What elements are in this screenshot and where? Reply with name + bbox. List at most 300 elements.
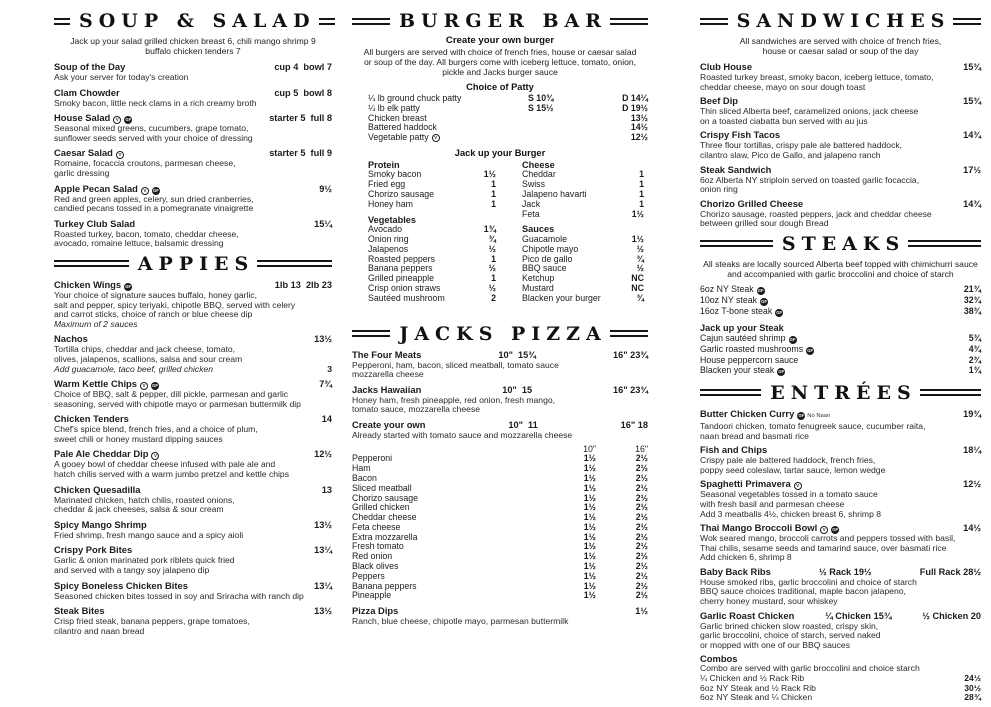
menu-item-price: starter 5 full 9 bbox=[269, 148, 332, 159]
topping-label: Feta cheese bbox=[352, 521, 401, 532]
addon-price: 1 bbox=[491, 253, 496, 264]
row-price: 1¾ bbox=[968, 364, 981, 375]
menu-item-desc-line: cheddar & jack cheeses, salsa & sour cream bbox=[54, 504, 224, 515]
menu-item-name: Spaghetti Primavera bbox=[700, 478, 791, 490]
row-price: 21¾ bbox=[963, 283, 981, 294]
topping-price-16: 2½ bbox=[635, 561, 648, 572]
price-row bbox=[700, 344, 981, 355]
menu-item-desc-line: or mopped with one of our BBQ sauces bbox=[700, 639, 850, 650]
menu-item-price: 16" 18 bbox=[620, 419, 648, 430]
gluten-free-icon: GF bbox=[761, 298, 767, 304]
menu-column-2 bbox=[700, 10, 981, 707]
menu-item-desc-line: Wok seared mango, broccoli carrots and peppers tossed with basil, bbox=[700, 533, 956, 544]
header-rule-left bbox=[700, 389, 761, 396]
row-price: 32¾ bbox=[963, 294, 981, 305]
menu-item bbox=[54, 87, 332, 109]
addon-label: BBQ sauce bbox=[522, 263, 567, 274]
menu-item-desc-line: avocado, romaine lettuce, balsamic dressing bbox=[54, 238, 224, 249]
menu-item-desc-line: cheddar cheese, mayo on sour dough toast bbox=[700, 81, 866, 92]
menu-item-desc-line: Thai chilis, sesame seeds and tamarind sauce, over basmati rice bbox=[700, 542, 947, 553]
price-row-list bbox=[700, 284, 981, 317]
menu-item-note: No Naan bbox=[807, 412, 831, 419]
menu-column-0 bbox=[54, 10, 332, 707]
section-title: BURGER BAR bbox=[398, 10, 608, 32]
menu-item-name: Chicken Wings bbox=[54, 278, 122, 290]
section-steaks bbox=[700, 233, 981, 376]
section-note bbox=[54, 36, 332, 56]
extra-text: ¼ Chicken and ½ Rack Rib bbox=[700, 673, 805, 684]
menu-column-1 bbox=[352, 10, 648, 707]
topping-price-16: 2½ bbox=[635, 502, 648, 513]
menu-item-head bbox=[700, 198, 981, 210]
item-list bbox=[700, 61, 981, 229]
addon-label: Sautéed mushroom bbox=[368, 292, 445, 303]
menu-item-desc-line: mozzarella cheese bbox=[352, 369, 424, 380]
patty-price-double: 13½ bbox=[630, 112, 648, 123]
menu-item-price: 14¾ bbox=[963, 130, 981, 141]
header-rule-left bbox=[352, 330, 390, 337]
addon-label: Honey ham bbox=[368, 198, 413, 209]
menu-item bbox=[700, 653, 981, 702]
item-list bbox=[352, 349, 648, 441]
menu-item-desc-line: Combo are served with garlic broccolini and choice starch bbox=[700, 663, 920, 674]
menu-item bbox=[352, 349, 648, 380]
header-rule-left bbox=[352, 18, 390, 25]
menu-item-head bbox=[54, 87, 332, 99]
addon-price: 1 bbox=[639, 189, 644, 200]
section-header bbox=[352, 10, 648, 32]
menu-item-head bbox=[700, 408, 981, 422]
row-price: 2¾ bbox=[968, 354, 981, 365]
extra-text: 6oz NY Steak and ¼ Chicken bbox=[700, 692, 813, 703]
row-price: 4¾ bbox=[968, 343, 981, 354]
topping-row bbox=[352, 542, 648, 552]
menu-item bbox=[54, 218, 332, 249]
section-note-line: All sandwiches are served with choice of french fries, bbox=[739, 36, 942, 46]
topping-label: Pepperoni bbox=[352, 453, 393, 464]
size-header-10: 10" bbox=[583, 443, 596, 454]
patty-price-single: S 15½ bbox=[528, 102, 554, 113]
item-list bbox=[54, 61, 332, 249]
menu-item bbox=[700, 444, 981, 475]
gluten-free-icon: GF bbox=[832, 527, 839, 533]
section-header bbox=[352, 323, 648, 345]
topping-price-16: 2½ bbox=[635, 463, 648, 474]
topping-price-10: 1½ bbox=[583, 531, 596, 542]
menu-item-head bbox=[352, 384, 648, 396]
item-list bbox=[352, 605, 648, 627]
menu-item-desc-line: onion ring bbox=[700, 184, 738, 195]
menu-item-desc-line: olives, jalapenos, scallions, salsa and sour cream bbox=[54, 353, 243, 364]
addon-price: 1 bbox=[639, 198, 644, 209]
menu-item-desc-line: Ask your server for today's creation bbox=[54, 72, 189, 82]
section-burger-bar bbox=[352, 10, 648, 309]
addon-price: 1 bbox=[491, 198, 496, 209]
section-header bbox=[700, 382, 981, 404]
topping-label: Red onion bbox=[352, 551, 393, 562]
menu-item bbox=[54, 484, 332, 515]
section-appies bbox=[54, 253, 332, 636]
menu-item-price: 13½ bbox=[314, 334, 332, 345]
topping-label: Chorizo sausage bbox=[352, 492, 419, 503]
row-label: Garlic roasted mushrooms bbox=[700, 343, 804, 354]
menu-item bbox=[54, 378, 332, 409]
vegetarian-icon: V bbox=[141, 187, 149, 195]
section-note-line: and accompanied with garlic broccolini and choice of starch bbox=[727, 268, 954, 279]
addon-row bbox=[522, 210, 644, 220]
menu-item-name: Apple Pecan Salad bbox=[54, 182, 138, 194]
gluten-free-icon: GF bbox=[798, 412, 805, 418]
menu-item bbox=[54, 544, 332, 575]
addon-column bbox=[522, 160, 644, 309]
extra-price: 24½ bbox=[964, 673, 981, 684]
topping-label: Black olives bbox=[352, 561, 399, 572]
price-row bbox=[700, 323, 981, 333]
section-note-line: buffalo chicken tenders 7 bbox=[145, 46, 241, 56]
header-rule-left bbox=[700, 240, 773, 247]
menu-item-desc-line: Marinated chicken, hatch chilis, roasted onions, bbox=[54, 494, 235, 505]
menu-item-price: 7¾ bbox=[319, 379, 332, 390]
block-heading: Choice of Patty bbox=[466, 82, 534, 92]
menu-item-price: 1½ bbox=[635, 606, 648, 617]
addon-price: ¾ bbox=[636, 253, 644, 264]
menu-item-name: Steak Sandwich bbox=[700, 163, 772, 175]
addon-column bbox=[368, 160, 496, 309]
section-note-line: All burgers are served with choice of french fries, house or caesar salad bbox=[363, 47, 637, 57]
menu-item-desc-line: A gooey bowl of cheddar cheese infused with pale ale and bbox=[54, 459, 276, 470]
section-soup-salad bbox=[54, 10, 332, 249]
addon-label: Smoky bacon bbox=[368, 169, 422, 180]
menu-item-desc-line: Three flour tortillas, crispy pale ale battered haddock, bbox=[700, 140, 903, 151]
topping-label: Peppers bbox=[352, 570, 385, 581]
menu-item bbox=[352, 384, 648, 415]
section-header bbox=[54, 10, 332, 32]
row-label: Jack up your Steak bbox=[700, 322, 784, 333]
menu-item bbox=[352, 419, 648, 441]
menu-item bbox=[700, 95, 981, 126]
menu-item-desc-line: sweet chili or honey mustard dipping sauces bbox=[54, 433, 223, 444]
addon-price: ½ bbox=[636, 243, 644, 254]
topping-price-16: 2½ bbox=[635, 512, 648, 523]
price-row bbox=[700, 284, 981, 295]
section-title: APPIES bbox=[137, 252, 255, 275]
addon-label: Feta bbox=[522, 208, 540, 219]
menu-item-desc-line: Roasted turkey breast, smoky bacon, iceberg lettuce, tomato, bbox=[700, 72, 934, 82]
menu-item-price: 13½ bbox=[314, 519, 332, 530]
extra-price: 28¾ bbox=[964, 692, 981, 703]
menu-item-desc-line: Already started with tomato sauce and mozzarella cheese bbox=[352, 429, 573, 440]
topping-price-10: 1½ bbox=[583, 570, 596, 581]
addon-list-vegetables bbox=[368, 215, 496, 304]
menu-item-name: Crispy Fish Tacos bbox=[700, 129, 781, 141]
addon-label: Jalapeno havarti bbox=[522, 189, 587, 200]
header-rule-right bbox=[953, 18, 981, 25]
section-sandwiches bbox=[700, 10, 981, 229]
toppings-table bbox=[352, 445, 648, 602]
menu-item-desc-line: Roasted turkey, bacon, tomato, cheddar cheese, bbox=[54, 228, 239, 239]
patty-label: ¼ lb ground chuck patty bbox=[368, 93, 462, 103]
menu-item bbox=[700, 522, 981, 563]
addon-label: Roasted peppers bbox=[368, 253, 435, 264]
addon-label: Jalapenos bbox=[368, 243, 409, 254]
addon-label: Grilled pineapple bbox=[368, 273, 435, 284]
topping-price-10: 1½ bbox=[583, 561, 596, 572]
header-rule-right bbox=[610, 330, 648, 337]
section-note-bold: Create your own burger bbox=[445, 35, 555, 46]
menu-item-price: 14½ bbox=[963, 523, 981, 534]
topping-price-16: 2½ bbox=[635, 551, 648, 562]
menu-item-name: Soup of the Day bbox=[54, 61, 126, 72]
addon-label: Pico de gallo bbox=[522, 253, 573, 264]
menu-item-desc-line: sunflower seeds served with your choice of dressing bbox=[54, 132, 253, 143]
menu-item-desc-line: Tandoori chicken, tomato fenugreek sauce, cucumber raita, bbox=[700, 420, 926, 431]
menu-item-head bbox=[700, 164, 981, 176]
menu-item bbox=[54, 448, 332, 479]
topping-label: Cheddar cheese bbox=[352, 512, 417, 523]
menu-item-name: Create your own bbox=[352, 418, 426, 430]
row-label: Cajun sautéed shrimp bbox=[700, 332, 786, 343]
menu-item-name: Spicy Mango Shrimp bbox=[54, 518, 147, 530]
addon-label: Onion ring bbox=[368, 233, 409, 244]
menu-item bbox=[54, 605, 332, 636]
menu-item-name: Chorizo Grilled Cheese bbox=[700, 197, 804, 209]
topping-price-16: 2½ bbox=[635, 492, 648, 503]
topping-price-16: 2½ bbox=[635, 570, 648, 581]
patty-table bbox=[352, 94, 648, 143]
topping-price-10: 1½ bbox=[583, 521, 596, 532]
gluten-free-icon: GF bbox=[152, 187, 159, 193]
burger-addons bbox=[352, 160, 648, 309]
header-rule-right bbox=[319, 18, 335, 25]
menu-item-name: Caesar Salad bbox=[54, 147, 113, 159]
menu-item-desc-line: Thin sliced Alberta beef, caramelized onions, jack cheese bbox=[700, 106, 919, 117]
menu-item-name: Butter Chicken Curry bbox=[700, 407, 795, 419]
addon-price: 1½ bbox=[631, 233, 644, 244]
menu-item bbox=[700, 566, 981, 607]
addon-price: NC bbox=[631, 273, 644, 284]
item-list bbox=[54, 279, 332, 636]
section-note bbox=[352, 36, 648, 77]
menu-item-desc-line: Chef's spice blend, french fries, and a choice of plum, bbox=[54, 424, 258, 435]
gluten-free-icon: GF bbox=[125, 283, 132, 289]
vegetarian-icon: V bbox=[140, 382, 148, 390]
price-row bbox=[700, 355, 981, 365]
menu-item bbox=[700, 408, 981, 441]
addon-list-sauces bbox=[522, 224, 644, 303]
addon-price: 1½ bbox=[483, 169, 496, 180]
menu-item-desc-line: between grilled sour dough Bread bbox=[700, 218, 829, 229]
menu-item-desc-line: Smoky bacon, little neck clams in a rich creamy broth bbox=[54, 97, 257, 108]
menu-item bbox=[54, 580, 332, 602]
menu-item bbox=[54, 112, 332, 143]
row-label: House peppercorn sauce bbox=[700, 354, 799, 365]
menu-item-price-mid: ¼ Chicken 15¾ bbox=[825, 610, 892, 621]
menu-item-desc-line: hatch chilis served with a warm jumbo pretzel and kettle chips bbox=[54, 469, 290, 480]
menu-item-desc-line: naan bread and basmati rice bbox=[700, 430, 809, 441]
menu-item-name: Fish and Chips bbox=[700, 444, 768, 456]
section-header bbox=[54, 253, 332, 275]
item-list bbox=[700, 408, 981, 703]
addon-label: Swiss bbox=[522, 179, 545, 190]
menu-item bbox=[700, 129, 981, 160]
row-price: 5¾ bbox=[968, 332, 981, 343]
menu-item-desc-line: Tortilla chips, cheddar and jack cheese, tomato, bbox=[54, 344, 236, 355]
row-label: 16oz T-bone steak bbox=[700, 305, 773, 316]
menu-item-name: Turkey Club Salad bbox=[54, 217, 136, 229]
menu-item-desc-line: and carrot sticks, choice of ranch or blue cheese dip bbox=[54, 309, 253, 320]
section-note bbox=[700, 259, 981, 279]
addon-price: 1 bbox=[491, 179, 496, 190]
addon-price: 1¾ bbox=[483, 224, 496, 235]
menu-item-desc-line: garlic broccolini, choice of starch, served naked bbox=[700, 630, 881, 641]
menu-item-head bbox=[54, 183, 332, 195]
price-row bbox=[700, 306, 981, 317]
menu-item-extra-row bbox=[700, 674, 981, 684]
topping-price-16: 2½ bbox=[635, 521, 648, 532]
vegetarian-icon: V bbox=[820, 526, 828, 534]
addon-label: Chorizo sausage bbox=[368, 189, 435, 200]
section-note-line: pickle and Jacks burger sauce bbox=[442, 67, 558, 77]
menu-item-price: 15¼ bbox=[314, 218, 332, 229]
row-label: 10oz NY steak bbox=[700, 294, 758, 305]
menu-item bbox=[54, 183, 332, 214]
menu-item-name: Baby Back Ribs bbox=[700, 565, 771, 577]
menu-item-head bbox=[352, 349, 648, 361]
menu-item bbox=[54, 279, 332, 329]
addon-label: Ketchup bbox=[522, 273, 555, 284]
menu-item-desc-line: Add 3 meatballs 4½, chicken breast 6, shrimp 8 bbox=[700, 508, 882, 519]
header-rule-right bbox=[257, 260, 332, 267]
menu-item-head bbox=[54, 580, 332, 592]
header-rule-left bbox=[54, 260, 129, 267]
section-note-line: All steaks are locally sourced Alberta beef topped with chimichurri sauce bbox=[703, 258, 978, 269]
addon-price: ½ bbox=[636, 263, 644, 274]
addon-price: 1 bbox=[639, 179, 644, 190]
menu-item-price: 17½ bbox=[963, 164, 981, 175]
topping-price-10: 1½ bbox=[583, 463, 596, 474]
menu-item-extra-row bbox=[700, 693, 981, 703]
menu-item bbox=[54, 147, 332, 178]
topping-price-16: 2½ bbox=[635, 590, 648, 601]
addon-list-cheese bbox=[522, 160, 644, 219]
topping-price-10: 1½ bbox=[583, 472, 596, 483]
addon-row bbox=[522, 200, 644, 210]
patty-price-double: D 19½ bbox=[622, 102, 648, 113]
section-note-line: Jack up your salad grilled chicken breast 6, chili mango shrimp 9 bbox=[70, 36, 316, 46]
menu-item-price: Full Rack 28½ bbox=[919, 566, 981, 577]
menu-item-name: Combos bbox=[700, 653, 738, 665]
addon-label: Crisp onion straws bbox=[368, 282, 441, 293]
menu-item-name: Pale Ale Cheddar Dip bbox=[54, 448, 149, 460]
topping-label: Fresh tomato bbox=[352, 541, 404, 552]
menu-item-desc-line: Garlic & onion marinated pork riblets quick fried bbox=[54, 555, 235, 566]
menu-item bbox=[54, 413, 332, 444]
menu-item-desc-line: Seasonal mixed greens, cucumbers, grape tomato, bbox=[54, 123, 249, 134]
patty-label: Chicken breast bbox=[368, 112, 427, 123]
menu-item-name: The Four Meats bbox=[352, 348, 422, 360]
menu-item-desc-line: Fried shrimp, fresh mango sauce and a spicy aioli bbox=[54, 529, 244, 540]
menu-item-price: 14 bbox=[321, 414, 332, 425]
menu-item-name: Crispy Pork Bites bbox=[54, 544, 133, 556]
menu-item-price-mid: 10" 15 bbox=[502, 384, 533, 395]
topping-price-16: 2½ bbox=[635, 453, 648, 464]
addon-row bbox=[522, 190, 644, 200]
menu-item-name: Spicy Boneless Chicken Bites bbox=[54, 579, 188, 591]
topping-price-10: 1½ bbox=[583, 512, 596, 523]
section-entr-es bbox=[700, 382, 981, 703]
patty-price-double: 14½ bbox=[630, 122, 648, 133]
header-rule-right bbox=[908, 240, 981, 247]
menu-item-desc-line: Seasoned chicken bites tossed in soy and Sriracha with ranch dip bbox=[54, 590, 304, 601]
section-title: SANDWICHES bbox=[736, 10, 951, 32]
addon-price: 2 bbox=[491, 292, 496, 303]
topping-price-10: 1½ bbox=[583, 541, 596, 552]
menu-item-desc-line: and served with a tangy soy jalapeno dip bbox=[54, 565, 210, 576]
topping-label: Ham bbox=[352, 463, 371, 474]
patty-row bbox=[368, 133, 648, 143]
topping-price-10: 1½ bbox=[583, 551, 596, 562]
extra-text: 6oz NY Steak and ½ Rack Rib bbox=[700, 682, 816, 693]
addon-label: Guacamole bbox=[522, 233, 567, 244]
menu-item-price: 9½ bbox=[319, 183, 332, 194]
menu-item-price: 13¼ bbox=[314, 580, 332, 591]
price-row bbox=[700, 295, 981, 306]
patty-label-cell bbox=[368, 133, 528, 143]
menu-item-desc-line: Pepperoni, ham, bacon, sliced meatball, tomato sauce bbox=[352, 359, 559, 370]
addon-price: ¾ bbox=[636, 292, 644, 303]
addon-label: Cheddar bbox=[522, 169, 556, 180]
menu-item-name: Pizza Dips bbox=[352, 605, 399, 617]
topping-price-10: 1½ bbox=[583, 453, 596, 464]
menu-item-price: 14¾ bbox=[963, 198, 981, 209]
topping-label: Extra mozzarella bbox=[352, 531, 418, 542]
menu-item-name: Jacks Hawaiian bbox=[352, 383, 422, 395]
addon-list-protein bbox=[368, 160, 496, 210]
menu-item-desc-line: poppy seed coleslaw, tartar sauce, lemon wedge bbox=[700, 464, 886, 475]
addon-row bbox=[368, 200, 496, 210]
addon-row bbox=[368, 294, 496, 304]
menu-item-desc-line: Ranch, blue cheese, chipotle mayo, parmesan buttermilk bbox=[352, 616, 569, 627]
menu-item-desc-line: cilantro and naan bread bbox=[54, 625, 145, 636]
patty-price-double: 12½ bbox=[630, 132, 648, 143]
menu-item-price: 15¾ bbox=[963, 62, 981, 72]
menu-item-desc-line: Crispy pale ale battered haddock, french fries, bbox=[700, 455, 876, 466]
gluten-free-icon: GF bbox=[807, 347, 814, 353]
menu-item-price: 16" 23¾ bbox=[612, 384, 648, 395]
topping-price-10: 1½ bbox=[583, 502, 596, 513]
menu-item-head bbox=[54, 218, 332, 230]
menu-item bbox=[54, 519, 332, 541]
addon-price: 1 bbox=[639, 169, 644, 180]
topping-price-16: 2½ bbox=[635, 472, 648, 483]
menu-item-head bbox=[700, 610, 981, 622]
row-price: 38¾ bbox=[963, 305, 981, 316]
menu-item-price: starter 5 full 8 bbox=[269, 113, 332, 124]
menu-item-name: Warm Kettle Chips bbox=[54, 378, 137, 390]
menu-item bbox=[700, 61, 981, 92]
header-rule-left bbox=[54, 18, 70, 25]
menu-item-desc-italic: Maximum of 2 sauces bbox=[54, 318, 138, 329]
extra-price: 30½ bbox=[964, 682, 981, 693]
addon-label: Fried egg bbox=[368, 179, 406, 190]
menu-item-head bbox=[54, 484, 332, 496]
topping-price-16: 2½ bbox=[635, 580, 648, 591]
menu-item-price: 12½ bbox=[314, 449, 332, 460]
menu-item-price: 15¾ bbox=[963, 96, 981, 107]
menu-item-name: House Salad bbox=[54, 112, 111, 124]
addon-list-heading: Cheese bbox=[522, 159, 555, 170]
menu-item-desc-line: 6oz Alberta NY striploin served on toasted garlic focaccia, bbox=[700, 174, 920, 185]
